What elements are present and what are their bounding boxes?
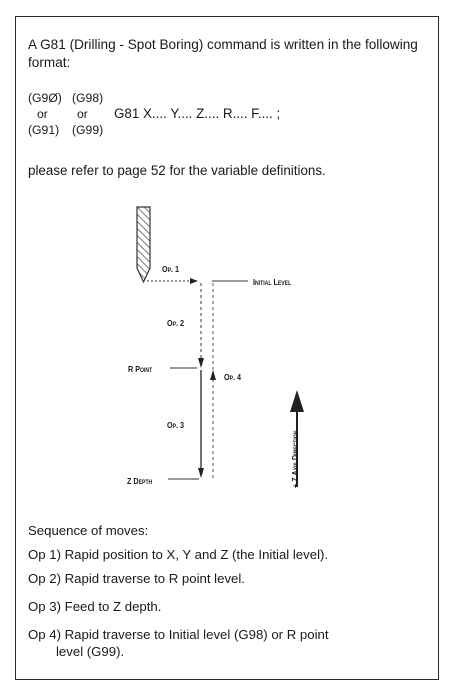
- format-g90: (G9Ø): [28, 91, 62, 105]
- drill-bit-icon: [137, 207, 150, 282]
- label-r-point: R Point: [128, 364, 153, 374]
- refer-note: please refer to page 52 for the variable definitions.: [28, 163, 326, 178]
- sequence-heading: Sequence of moves:: [28, 523, 149, 538]
- sequence-op4: [28, 626, 428, 660]
- sequence-op4-line1: Op 4) Rapid traverse to Initial level (G98) or R point: [28, 627, 329, 642]
- format-g91: (G91): [28, 123, 60, 137]
- format-command: G81 X.... Y.... Z.... R.... F.... ;: [114, 106, 281, 121]
- sequence-op3: Op 3) Feed to Z depth.: [28, 599, 162, 614]
- op4-path: [210, 283, 216, 478]
- label-z-depth: Z Depth: [127, 476, 153, 486]
- label-initial-level: Initial Level: [253, 277, 292, 287]
- sequence-op1: Op 1) Rapid position to X, Y and Z (the Initial level).: [28, 547, 329, 562]
- sequence-op4-line2: level (G99).: [56, 644, 125, 659]
- format-g99: (G99): [72, 123, 104, 137]
- label-op4: Op. 4: [224, 372, 242, 382]
- op2-path: [198, 283, 204, 368]
- format-g98: (G98): [72, 91, 104, 105]
- label-op3: Op. 3: [167, 420, 185, 430]
- sequence-op2: Op 2) Rapid traverse to R point level.: [28, 571, 245, 586]
- label-z-axis-direction: + Z Axis Direction: [290, 430, 300, 488]
- label-op1: Op. 1: [162, 264, 180, 274]
- format-or-1: or: [37, 107, 48, 121]
- format-or-2: or: [77, 107, 88, 121]
- label-op2: Op. 2: [167, 318, 185, 328]
- op3-path: [198, 370, 204, 478]
- op1-path: [147, 278, 248, 284]
- intro-text: A G81 (Drilling - Spot Boring) command is written in the following format:: [28, 37, 418, 70]
